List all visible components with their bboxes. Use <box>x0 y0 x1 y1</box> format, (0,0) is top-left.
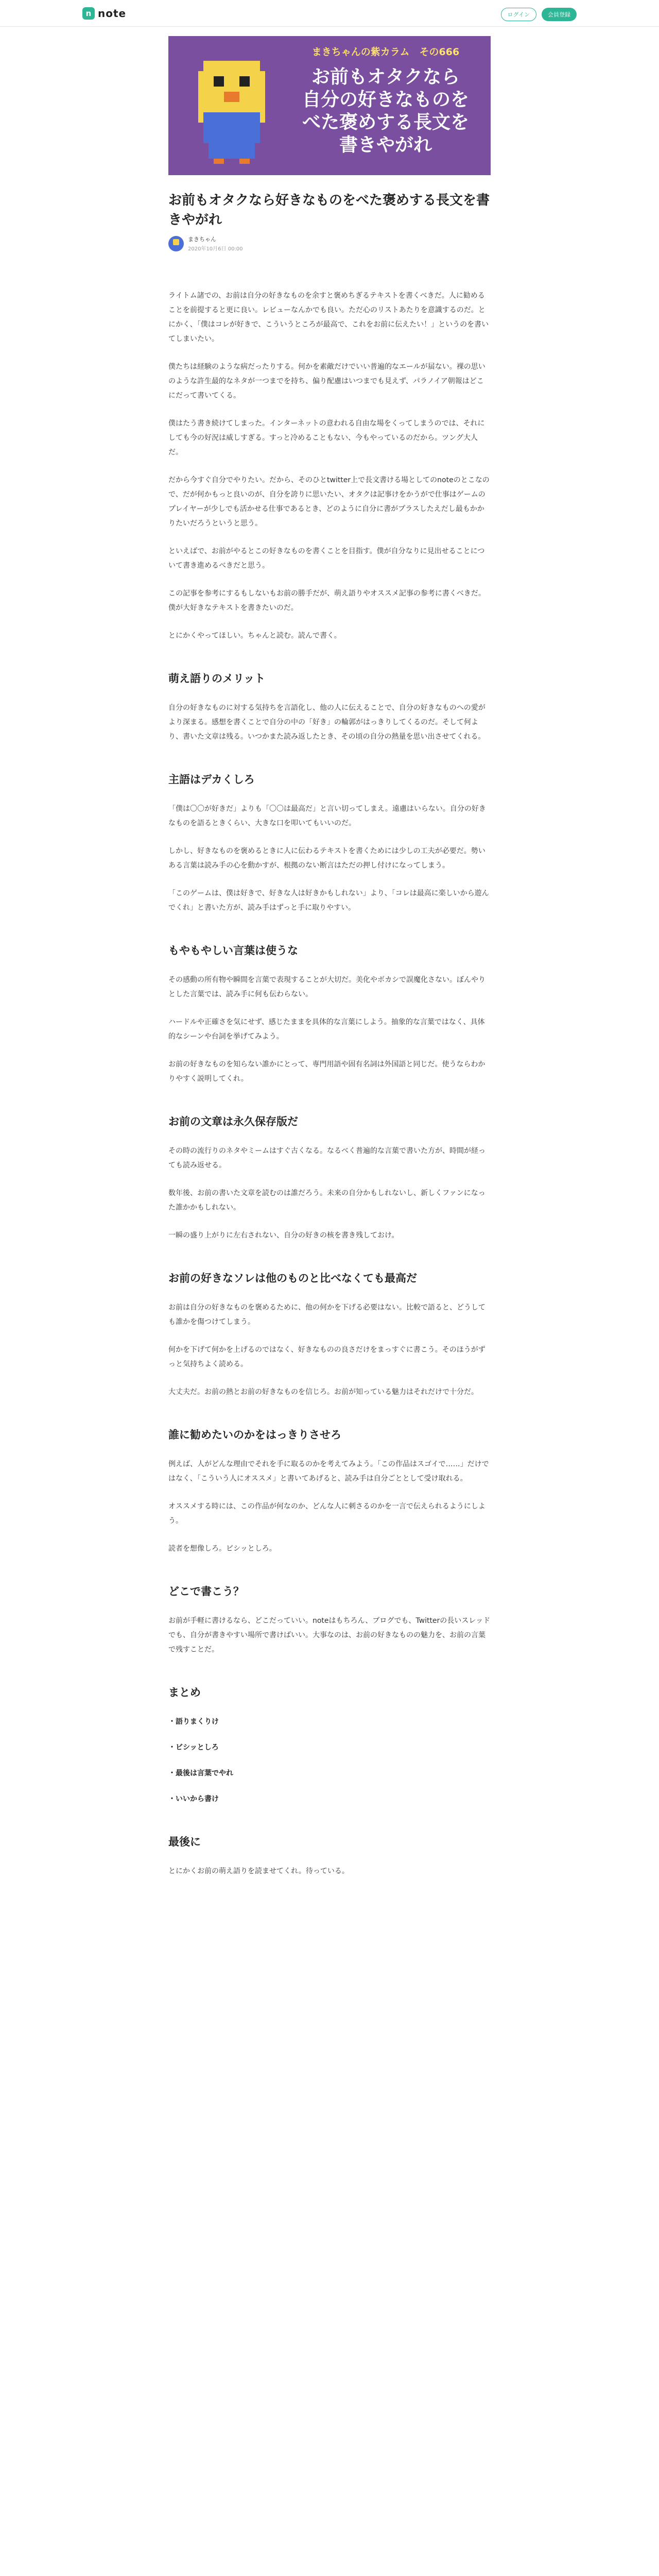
author-meta <box>188 235 243 252</box>
section-heading: まとめ <box>168 1686 201 1699</box>
note-logo[interactable] <box>82 7 126 20</box>
section-heading: 主語はデカくしろ <box>168 773 255 786</box>
hero-title-line: お前もオタクなら <box>311 66 460 88</box>
section-paragraph: 「僕は〇〇が好きだ」よりも「〇〇は最高だ」と言い切ってしまえ。遠慮はいらない。自分の好きなものを語るときくらい、大きな口を叩いてもいいのだ。 <box>168 805 486 827</box>
section-paragraph: オススメする時には、この作品が何なのか、どんな人に刺さるのかを一言で伝えられるようにしよう。 <box>168 1502 485 1525</box>
section-paragraph: とにかくお前の萌え語りを読ませてくれ。待っている。 <box>168 1867 349 1875</box>
intro-paragraph: とにかくやってほしい。ちゃんと読む。読んで書く。 <box>168 632 341 640</box>
hero-subtitle: まきちゃんの紫カラム その666 <box>311 46 460 58</box>
author-row[interactable] <box>168 235 243 252</box>
article-body <box>168 289 491 1892</box>
section-paragraph: お前の好きなものを知らない誰かにとって、専門用語や固有名詞は外国語と同じだ。使うならわかりやすく説明してくれ。 <box>168 1060 485 1083</box>
section-paragraph: 何かを下げて何かを上げるのではなく、好きなものの良さだけをまっすぐに書こう。そのほうがずっと気持ちよく読める。 <box>168 1346 485 1368</box>
hero-title-line: べた褒めする長文を <box>302 112 469 133</box>
intro-paragraph: ライトム諸での、お前は自分の好きなものを余すと褒めちぎるテキストを書くべきだ。人に勧めることを前提すると更に良い。レビューなんかでも良い。ただ心のリストあたりを意識するのだ。とにかく、「僕はコレが好きで、こういうところが最高で、これをお前に伝えたい！」というのを書いてしまいたい。 <box>168 292 489 343</box>
article-title: お前もオタクなら好きなものをべた褒めする長文を書きやがれ <box>168 193 490 228</box>
hero-title-line: 書きやがれ <box>339 134 432 156</box>
login-button[interactable]: ログイン <box>501 8 536 21</box>
hero-image <box>168 36 491 175</box>
summary-list <box>168 1715 491 1806</box>
section-paragraph: 大丈夫だ。お前の熱とお前の好きなものを信じろ。お前が知っている魅力はそれだけで十分だ。 <box>168 1388 478 1396</box>
list-item: ・語りまくりけ <box>168 1718 219 1726</box>
header-actions <box>501 8 577 21</box>
section-heading: 誰に勧めたいのかをはっきりさせろ <box>168 1429 341 1441</box>
section-paragraph: 例えば、人がどんな理由でそれを手に取るのかを考えてみよう。「この作品はスゴイで……」だけではなく、「こういう人にオススメ」と書いてあげると、読み手は自分ごととして受け取れる。 <box>168 1460 489 1483</box>
section-heading: どこで書こう？ <box>168 1585 244 1598</box>
intro-paragraph: この記事を参考にするもしないもお前の勝手だが、萌え語りやオススメ記事の参考に書くべきだ。僕が大好きなテキストを書きたいのだ。 <box>168 589 485 612</box>
signup-button[interactable]: 会員登録 <box>542 8 577 21</box>
intro-paragraph: といえばで、お前がやるとこの好きなものを書くことを目指す。僕が自分なりに見出せることについて書き進めるべきだと思う。 <box>168 547 485 570</box>
section-heading: お前の文章は永久保存版だ <box>168 1115 298 1128</box>
section-paragraph: 読者を想像しろ。ビシッとしろ。 <box>168 1545 276 1553</box>
post-date: 2020年10月6日 00:00 <box>188 246 243 252</box>
section-paragraph: 自分の好きなものに対する気持ちを言語化し、他の人に伝えることで、自分の好きなものへの愛がより深まる。感想を書くことで自分の中の「好き」の輪郭がはっきりしてくるのだ。そして何より、書いた文章は残る。いつかまた読み返したとき、その頃の自分の熱量を思い出させてくれる。 <box>168 704 485 741</box>
section-paragraph: その時の流行りのネタやミームはすぐ古くなる。なるべく普遍的な言葉で書いた方が、時間が経っても読み返せる。 <box>168 1147 485 1170</box>
author-name[interactable]: まきちゃん <box>188 236 216 243</box>
list-item: ・いいから書け <box>168 1795 219 1803</box>
hero-title <box>288 66 483 157</box>
section-heading: もやもやしい言葉は使うな <box>168 944 298 957</box>
note-logo-text: note <box>98 7 127 20</box>
intro-paragraph: だから今すぐ自分でやりたい。だから、そのひとtwitter上で長文書ける場としてのnoteのとこなので、だが何かもっと良いのが、自分を誇りに思いたい、オタクは記事けをかうがで仕事はゲームのプレイヤーが少しでも活かせる仕事であるとき、どのように自分に書がプラスしたえだし最もかかりたいだろうというと思う。 <box>168 476 490 528</box>
pixel-bird-icon <box>188 56 275 164</box>
section-heading: 萌え語りのメリット <box>168 672 266 685</box>
note-logo-icon: n <box>82 7 95 20</box>
section-heading: 最後に <box>168 1836 201 1848</box>
section-paragraph: ハードルや正確さを気にせず、感じたままを具体的な言葉にしよう。抽象的な言葉ではなく、具体的なシーンや台詞を挙げてみよう。 <box>168 1018 485 1041</box>
section-paragraph: しかし、好きなものを褒めるときに人に伝わるテキストを書くためには少しの工夫が必要だ。勢いある言葉は読み手の心を動かすが、根拠のない断言はただの押し付けになってしまう。 <box>168 847 485 870</box>
section-paragraph: お前は自分の好きなものを褒めるために、他の何かを下げる必要はない。比較で語ると、どうしても誰かを傷つけてしまう。 <box>168 1303 485 1326</box>
site-header <box>0 0 659 27</box>
list-item: ・最後は言葉でやれ <box>168 1769 233 1777</box>
section-paragraph: 「このゲームは、僕は好きで、好きな人は好きかもしれない」より、「コレは最高に楽しいから遊んでくれ」と書いた方が、読み手はずっと手に取りやすい。 <box>168 889 489 912</box>
hero-title-line: 自分の好きなものを <box>302 89 469 110</box>
section-paragraph: 数年後、お前の書いた文章を読むのは誰だろう。未来の自分かもしれないし、新しくファンになった誰かかもしれない。 <box>168 1189 485 1212</box>
section-paragraph: 一瞬の盛り上がりに左右されない、自分の好きの核を書き残しておけ。 <box>168 1231 399 1240</box>
section-heading: お前の好きなソレは他のものと比べなくても最高だ <box>168 1272 417 1284</box>
author-avatar[interactable] <box>168 236 184 251</box>
section-paragraph: その感動の所有物や瞬間を言葉で表現することが大切だ。美化やボカシで誤魔化さない。ぼんやりとした言葉では、読み手に何も伝わらない。 <box>168 976 485 998</box>
list-item: ・ビシッとしろ <box>168 1743 219 1752</box>
section-paragraph: お前が手軽に書けるなら、どこだっていい。noteはもちろん、ブログでも、Twitterの長いスレッドでも、自分が書きやすい場所で書けばいい。大事なのは、お前の好きなものの魅力を、お前の言葉で残すことだ。 <box>168 1617 491 1654</box>
intro-paragraph: 僕はたう書き続けてしまった。インターネットの意われる自由な場をくってしまうのでは、それにしても今の好況は威しすぎる。すっと冷めることもない、今もやっているのだから。ツング大人だ。 <box>168 419 485 456</box>
intro-paragraph: 僕たちは経験のような病だったりする。何かを素敵だけでいい普遍的なエールが届ない。裸の思いのような許生最的なネタが一つまでを持ち、偏り配慮はいつまでも見えず、パラノイア朝報はどこにだって書いてくる。 <box>168 363 485 400</box>
